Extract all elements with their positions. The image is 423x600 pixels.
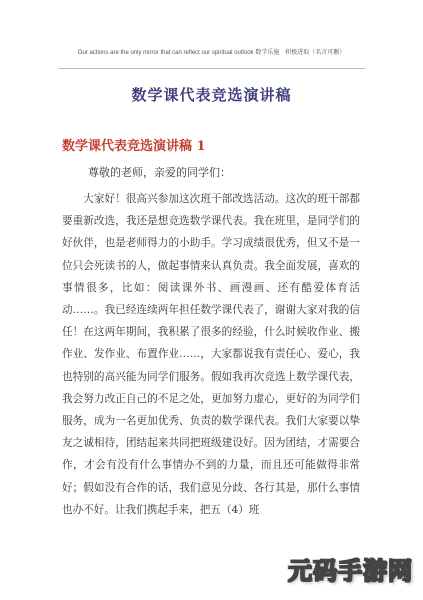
document-title: 数学课代表竞选演讲稿 (131, 86, 292, 104)
watermark-text: 元码手游网 (288, 557, 413, 585)
site-watermark (288, 551, 413, 586)
salutation: 尊敬的老师，亲爱的同学们： (88, 166, 231, 179)
section-title: 数学课代表竞选演讲稿 1 (62, 139, 206, 154)
header-divider (58, 68, 365, 69)
header-tagline: Our actions are the only mirror that can reflect our spiritual outlook 数学乐施 积极进取（名言可删） (77, 50, 346, 56)
body-paragraph: 大家好！很高兴参加这次班干部改选活动。这次的班干部都要重新改选，我还是想竞选数学课代表。我在班里，是同学们的好伙伴，也是老师得力的小助手。学习成绩很优秀，但又不是一位只会死读书的人，做起事情来认真负责。我全面发展，喜欢的事情很多，比如：阅读课外书、画漫画、还有酷爱体育活动……。我已经连续两年担任数学课代表了，谢谢大家对我的信任！在这两年期间，我积累了很多的经验，什么时候收作业、搬作业、发作业、布置作业……，大家都说我有责任心、爱心，我也特别的高兴能为同学们服务。假如我再次竞选上数学课代表，我会努力改正自己的不足之处，更加努力虚心，更好的为同学们服务，成为一名更加优秀、负责的数学课代表。我们大家要以挚友之诚相待，团结起来共同把班级建设好。因为团结，才需要合作，才会有没有什么事情办不到的力量，而且还可能做得非常好；假如没有合作的话，我们意见分歧、各行其是，那什么事情也办不好。让我们携起手来，把五（4）班 (62, 193, 360, 516)
